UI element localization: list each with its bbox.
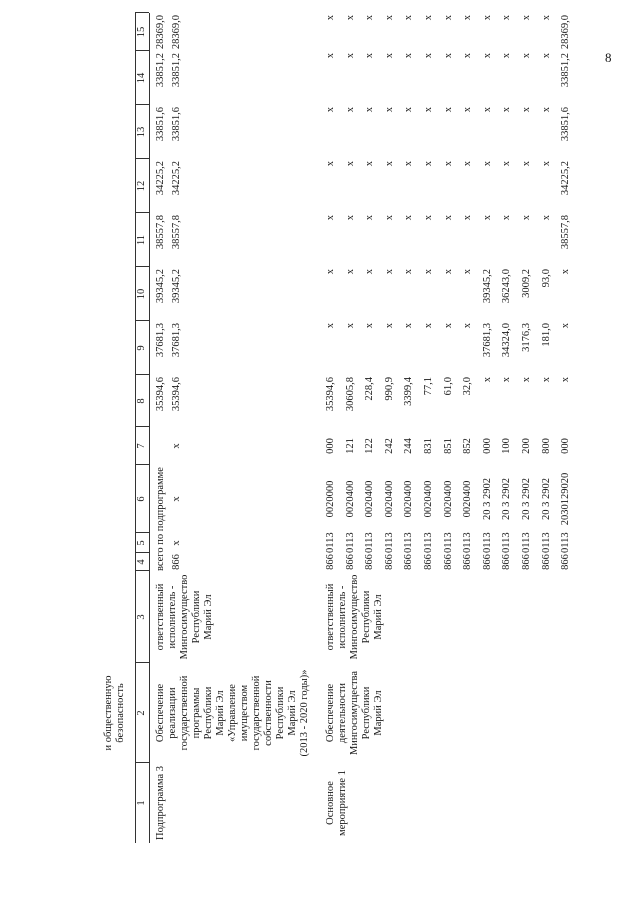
- event-cell: 34225,2: [560, 161, 572, 196]
- event-cell: х: [521, 215, 532, 221]
- event-cell: х: [560, 323, 572, 329]
- event-cell: х: [462, 215, 474, 221]
- event-cell: х: [501, 107, 513, 113]
- event-cell: х: [364, 269, 376, 275]
- event-cell: х: [442, 53, 454, 59]
- header-cell: 15: [136, 26, 147, 38]
- event-cell: х: [325, 323, 336, 329]
- header-cell: 10: [136, 288, 147, 300]
- event-cell: х: [521, 53, 532, 59]
- total-value: 39345,2: [155, 269, 166, 304]
- resp-value: 34225,2: [171, 161, 182, 196]
- event-cell: 121: [344, 438, 356, 454]
- event-cell: х: [403, 107, 415, 113]
- event-cell: 990,9: [383, 377, 395, 401]
- event-cell: х: [501, 215, 513, 221]
- event-cell: х: [344, 53, 356, 59]
- event-cell: х: [521, 377, 532, 383]
- event-cell: 35394,6: [325, 377, 336, 412]
- event-responsible: ответственный исполнитель - Мингосимущество Республики Марий Эл: [325, 574, 384, 660]
- header-cell: 9: [136, 345, 147, 351]
- header-cell: 8: [136, 398, 147, 404]
- event-cell: х: [560, 269, 572, 275]
- event-cell: 30605,8: [344, 377, 356, 412]
- subprogram-description: Обеспечение реализации государственной программы Республики Марий Эл «Управление имуществом государственной собственности Республики Марий Эл (2013 - 2020 годы)»: [155, 669, 310, 757]
- event-cell: х: [521, 107, 532, 113]
- event-cell: х: [540, 107, 552, 113]
- event-cell: 244: [403, 438, 415, 454]
- event-cell: 0020400: [403, 480, 415, 518]
- event-cell: х: [423, 107, 434, 113]
- header-cell: 4: [136, 559, 147, 565]
- event-cell: х: [364, 323, 376, 329]
- event-cell: х: [442, 323, 454, 329]
- event-cell: 0113: [560, 532, 572, 553]
- event-cell: 93,0: [540, 269, 552, 288]
- event-cell: 0113: [344, 532, 356, 553]
- event-cell: х: [462, 269, 474, 275]
- event-cell: 0020400: [462, 480, 474, 518]
- event-cell: х: [403, 323, 415, 329]
- total-value: 28369,0: [155, 15, 166, 50]
- event-cell: х: [423, 215, 434, 221]
- resp-code: х: [171, 540, 182, 546]
- event-cell: 831: [423, 438, 434, 454]
- event-cell: х: [501, 161, 513, 167]
- event-cell: х: [462, 53, 474, 59]
- event-cell: х: [501, 53, 513, 59]
- total-value: 34225,2: [155, 161, 166, 196]
- event-cell: х: [442, 215, 454, 221]
- event-cell: 39345,2: [481, 269, 493, 304]
- event-cell: 33851,6: [560, 107, 572, 142]
- event-cell: х: [364, 215, 376, 221]
- event-cell: х: [521, 15, 532, 21]
- event-cell: х: [325, 269, 336, 275]
- event-cell: х: [442, 269, 454, 275]
- event-cell: 200: [521, 438, 532, 454]
- event-cell: х: [423, 15, 434, 21]
- event-cell: 000: [560, 438, 572, 454]
- event-cell: х: [344, 215, 356, 221]
- resp-value: 37681,3: [171, 323, 182, 358]
- header-cell: 14: [136, 72, 147, 84]
- event-cell: 3399,4: [403, 377, 415, 406]
- event-cell: 122: [364, 438, 376, 454]
- event-cell: х: [403, 161, 415, 167]
- event-cell: 100: [501, 438, 513, 454]
- resp-value: 33851,6: [171, 107, 182, 142]
- total-label: всего по подпрограмме: [155, 467, 166, 571]
- event-cell: 866: [403, 554, 415, 570]
- event-cell: х: [344, 15, 356, 21]
- event-cell: 28369,0: [560, 15, 572, 50]
- event-cell: 181,0: [540, 323, 552, 347]
- event-cell: 0020400: [423, 480, 434, 518]
- page-number: 8: [605, 50, 612, 65]
- event-cell: х: [442, 161, 454, 167]
- event-cell: 866: [481, 554, 493, 570]
- event-cell: 000: [325, 438, 336, 454]
- event-cell: 866: [521, 554, 532, 570]
- event-cell: х: [442, 15, 454, 21]
- event-cell: х: [501, 377, 513, 383]
- event-cell: х: [540, 161, 552, 167]
- resp-value: 38557,8: [171, 215, 182, 250]
- total-value: 33851,2: [155, 53, 166, 88]
- event-cell: 0113: [442, 532, 454, 553]
- total-value: 37681,3: [155, 323, 166, 358]
- event-cell: 228,4: [364, 377, 376, 401]
- event-cell: х: [481, 377, 493, 383]
- event-cell: х: [481, 15, 493, 21]
- event-cell: 0020400: [383, 480, 395, 518]
- event-cell: х: [383, 161, 395, 167]
- event-cell: 3009,2: [521, 269, 532, 298]
- subprogram-name-label: Подпрограмма 3: [155, 766, 166, 840]
- resp-code: 866: [171, 554, 182, 570]
- event-cell: 866: [540, 554, 552, 570]
- event-cell: х: [344, 107, 356, 113]
- event-cell: х: [462, 107, 474, 113]
- event-cell: х: [403, 215, 415, 221]
- header-cell: 13: [136, 126, 147, 138]
- event-cell: 0020400: [442, 480, 454, 518]
- event-cell: 866: [344, 554, 356, 570]
- event-cell: х: [403, 53, 415, 59]
- event-cell: х: [383, 269, 395, 275]
- header-bottom-rule: [149, 13, 150, 843]
- resp-value: 39345,2: [171, 269, 182, 304]
- event-cell: х: [383, 215, 395, 221]
- event-cell: 32,0: [462, 377, 474, 396]
- event-cell: 2030129020: [560, 472, 572, 526]
- event-cell: 36243,0: [501, 269, 513, 304]
- event-cell: х: [325, 53, 336, 59]
- event-cell: 0020400: [344, 480, 356, 518]
- resp-value: 33851,2: [171, 53, 182, 88]
- event-cell: 000: [481, 438, 493, 454]
- event-cell: 866: [325, 554, 336, 570]
- total-value: 38557,8: [155, 215, 166, 250]
- resp-value: 35394,6: [171, 377, 182, 412]
- event-cell: х: [442, 107, 454, 113]
- event-cell: 0113: [423, 532, 434, 553]
- event-cell: х: [423, 323, 434, 329]
- event-cell: х: [423, 269, 434, 275]
- event-cell: 77,1: [423, 377, 434, 396]
- event-cell: 866: [442, 554, 454, 570]
- event-cell: 0020400: [364, 480, 376, 518]
- event-name-label: Основное мероприятие 1: [325, 770, 348, 836]
- event-cell: х: [383, 107, 395, 113]
- event-cell: х: [325, 161, 336, 167]
- event-cell: 851: [442, 438, 454, 454]
- event-cell: 0113: [325, 532, 336, 553]
- event-cell: х: [383, 53, 395, 59]
- header-cell: 5: [136, 540, 147, 546]
- event-cell: 242: [383, 438, 395, 454]
- event-cell: х: [344, 323, 356, 329]
- header-cell: 7: [136, 443, 147, 449]
- event-cell: 20 3 2902: [481, 478, 493, 520]
- event-cell: х: [540, 377, 552, 383]
- header-cell: 3: [136, 614, 147, 620]
- event-cell: х: [344, 269, 356, 275]
- event-cell: х: [344, 161, 356, 167]
- event-cell: 852: [462, 438, 474, 454]
- event-cell: х: [364, 161, 376, 167]
- event-cell: х: [481, 161, 493, 167]
- event-cell: 20 3 2902: [540, 478, 552, 520]
- event-cell: 0113: [462, 532, 474, 553]
- event-cell: 0113: [540, 532, 552, 553]
- event-cell: 33851,2: [560, 53, 572, 88]
- event-cell: 866: [560, 554, 572, 570]
- event-cell: х: [462, 161, 474, 167]
- event-cell: х: [501, 15, 513, 21]
- event-cell: х: [540, 15, 552, 21]
- event-cell: х: [403, 15, 415, 21]
- header-cell: 1: [136, 800, 147, 806]
- event-cell: х: [481, 215, 493, 221]
- event-cell: х: [481, 53, 493, 59]
- event-cell: 800: [540, 438, 552, 454]
- event-cell: 0113: [481, 532, 493, 553]
- event-cell: 866: [462, 554, 474, 570]
- event-cell: х: [521, 161, 532, 167]
- event-cell: х: [383, 15, 395, 21]
- event-cell: х: [481, 107, 493, 113]
- event-cell: 866: [364, 554, 376, 570]
- event-cell: 34324,0: [501, 323, 513, 358]
- resp-code: х: [171, 443, 182, 449]
- event-cell: 0113: [403, 532, 415, 553]
- event-cell: 0113: [364, 532, 376, 553]
- header-cell: 2: [136, 710, 147, 716]
- event-cell: 37681,3: [481, 323, 493, 358]
- event-cell: 866: [383, 554, 395, 570]
- event-cell: 20 3 2902: [521, 478, 532, 520]
- event-cell: х: [383, 323, 395, 329]
- header-cell: 12: [136, 180, 147, 192]
- event-description: Обеспечение деятельности Мингосимущества Республики Марий Эл: [325, 670, 384, 756]
- event-cell: х: [364, 107, 376, 113]
- event-cell: х: [325, 107, 336, 113]
- event-cell: х: [423, 161, 434, 167]
- event-cell: 0113: [383, 532, 395, 553]
- event-cell: 0113: [521, 532, 532, 553]
- event-cell: 866: [501, 554, 513, 570]
- resp-value: 28369,0: [171, 15, 182, 50]
- resp-code: х: [171, 496, 182, 502]
- responsible-label: ответственный исполнитель - Мингосимущество Республики Марий Эл: [155, 574, 214, 660]
- header-cell: 6: [136, 496, 147, 502]
- event-cell: х: [364, 53, 376, 59]
- event-cell: 38557,8: [560, 215, 572, 250]
- event-cell: 0113: [501, 532, 513, 553]
- total-value: 35394,6: [155, 377, 166, 412]
- event-cell: х: [325, 215, 336, 221]
- event-cell: х: [560, 377, 572, 383]
- header-cell: 11: [136, 234, 147, 246]
- event-cell: х: [364, 15, 376, 21]
- event-cell: 866: [423, 554, 434, 570]
- event-cell: х: [325, 15, 336, 21]
- event-cell: х: [462, 323, 474, 329]
- event-cell: 3176,3: [521, 323, 532, 352]
- event-cell: 61,0: [442, 377, 454, 396]
- event-cell: х: [540, 53, 552, 59]
- continuation-text: и общественную безопасность: [103, 675, 126, 751]
- event-cell: х: [462, 15, 474, 21]
- event-cell: 0020000: [325, 480, 336, 518]
- event-cell: х: [540, 215, 552, 221]
- event-cell: 20 3 2902: [501, 478, 513, 520]
- event-cell: х: [403, 269, 415, 275]
- event-cell: х: [423, 53, 434, 59]
- total-value: 33851,6: [155, 107, 166, 142]
